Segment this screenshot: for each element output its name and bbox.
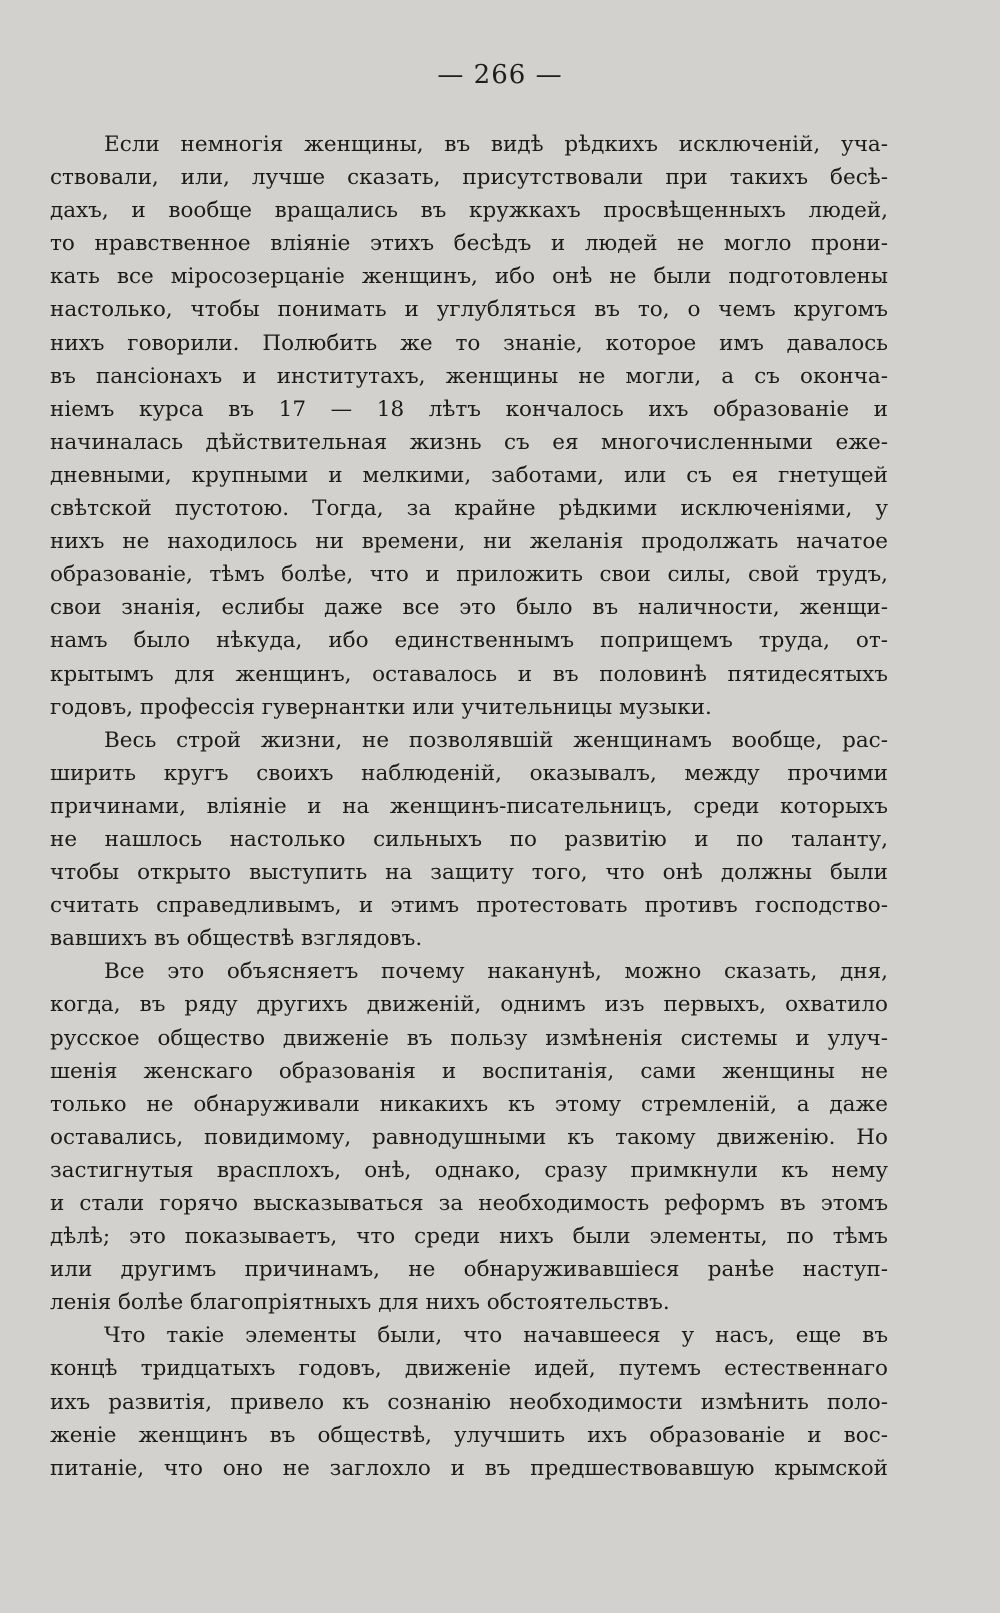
text-line: и стали горячо высказываться за необходимость реформъ въ этомъ: [50, 1191, 888, 1216]
text-line: дневными, крупными и мелкими, заботами, или съ ея гнетущей: [50, 462, 888, 488]
text-line: нихъ говорили. Полюбить же то знаніе, которое имъ давалось: [50, 330, 888, 356]
text-line: кать все міросозерцаніе женщинъ, ибо онѣ не были подготовлены: [50, 264, 888, 290]
text-line: причинами, вліяніе и на женщинъ-писательницъ, среди которыхъ: [50, 793, 888, 819]
text-line: ширить кругъ своихъ наблюденій, оказывалъ, между прочими: [50, 760, 888, 786]
text-line: нихъ не находилось ни времени, ни желанія продолжать начатое: [50, 529, 888, 555]
text-line: Если немногія женщины, въ видѣ рѣдкихъ исключеній, уча-: [104, 132, 888, 157]
text-line: то нравственное вліяніе этихъ бесѣдъ и людей не могло прони-: [50, 231, 888, 257]
paragraph-1: [50, 128, 888, 724]
text-line: Что такіе элементы были, что начавшееся у насъ, еще въ: [104, 1323, 888, 1349]
text-line: свои знанія, еслибы даже все это было въ наличности, женщи-: [50, 595, 888, 621]
text-line: свѣтской пустотою. Тогда, за крайне рѣдкими исключеніями, у: [50, 496, 888, 522]
text-line: шенія женскаго образованія и воспитанія, сами женщины не: [50, 1058, 888, 1084]
text-line: питаніе, что оно не заглохло и въ предшествовавшую крымской: [50, 1455, 888, 1481]
text-line: дахъ, и вообще вращались въ кружкахъ просвѣщенныхъ людей,: [50, 198, 888, 224]
text-line: годовъ, профессія гувернантки или учительницы музыки.: [50, 694, 712, 720]
text-line: русское общество движеніе въ пользу измѣненія системы и улуч-: [50, 1025, 888, 1051]
text-line: застигнутыя врасплохъ, онѣ, однако, сразу примкнули къ нему: [50, 1157, 888, 1183]
text-line: Все это объясняетъ почему наканунѣ, можно сказать, дня,: [104, 959, 888, 985]
text-line: только не обнаруживали никакихъ къ этому стремленій, а даже: [50, 1091, 888, 1117]
text-line: считать справедливымъ, и этимъ протестовать противъ господство-: [50, 893, 888, 919]
paragraph-4: [50, 1319, 888, 1484]
text-line: начиналась дѣйствительная жизнь съ ея многочисленными еже-: [50, 429, 888, 455]
text-line: въ пансіонахъ и институтахъ, женщины не могли, а съ оконча-: [50, 363, 888, 389]
text-line: дѣлѣ; это показываетъ, что среди нихъ были элементы, по тѣмъ: [50, 1224, 888, 1250]
page-number: — 266 —: [437, 60, 563, 90]
text-line: ихъ развитія, привело къ сознанію необходимости измѣнить поло-: [50, 1389, 888, 1415]
text-line: вавшихъ въ обществѣ взглядовъ.: [50, 926, 423, 952]
text-line: Весь строй жизни, не позволявшій женщинамъ вообще, рас-: [104, 727, 888, 753]
text-line: не нашлось настолько сильныхъ по развитію и по таланту,: [50, 826, 888, 852]
text-line: чтобы открыто выступить на защиту того, что онѣ должны были: [50, 860, 888, 886]
text-line: оставались, повидимому, равнодушными къ такому движенію. Но: [50, 1124, 888, 1150]
text-line: концѣ тридцатыхъ годовъ, движеніе идей, путемъ естественнаго: [50, 1356, 888, 1382]
body-text: [50, 128, 888, 1485]
paragraph-2: [50, 724, 888, 956]
text-line: образованіе, тѣмъ болѣе, что и приложить свои силы, свой трудъ,: [50, 562, 888, 588]
text-line: ніемъ курса въ 17 — 18 лѣтъ кончалось ихъ образованіе и: [50, 396, 888, 422]
text-line: крытымъ для женщинъ, оставалось и въ половинѣ пятидесятыхъ: [50, 661, 888, 687]
text-line: женіе женщинъ въ обществѣ, улучшить ихъ образованіе и вос-: [50, 1422, 888, 1448]
paragraph-3: [50, 955, 888, 1319]
text-line: ствовали, или, лучше сказать, присутствовали при такихъ бесѣ-: [50, 165, 888, 191]
text-line: или другимъ причинамъ, не обнаруживавшіеся ранѣе наступ-: [50, 1257, 888, 1283]
text-line: когда, въ ряду другихъ движеній, однимъ изъ первыхъ, охватило: [50, 992, 888, 1018]
text-line: настолько, чтобы понимать и углубляться въ то, о чемъ кругомъ: [50, 297, 888, 323]
text-line: намъ было нѣкуда, ибо единственнымъ поприщемъ труда, от-: [50, 628, 888, 654]
text-line: ленія болѣе благопріятныхъ для нихъ обстоятельствъ.: [50, 1290, 670, 1316]
